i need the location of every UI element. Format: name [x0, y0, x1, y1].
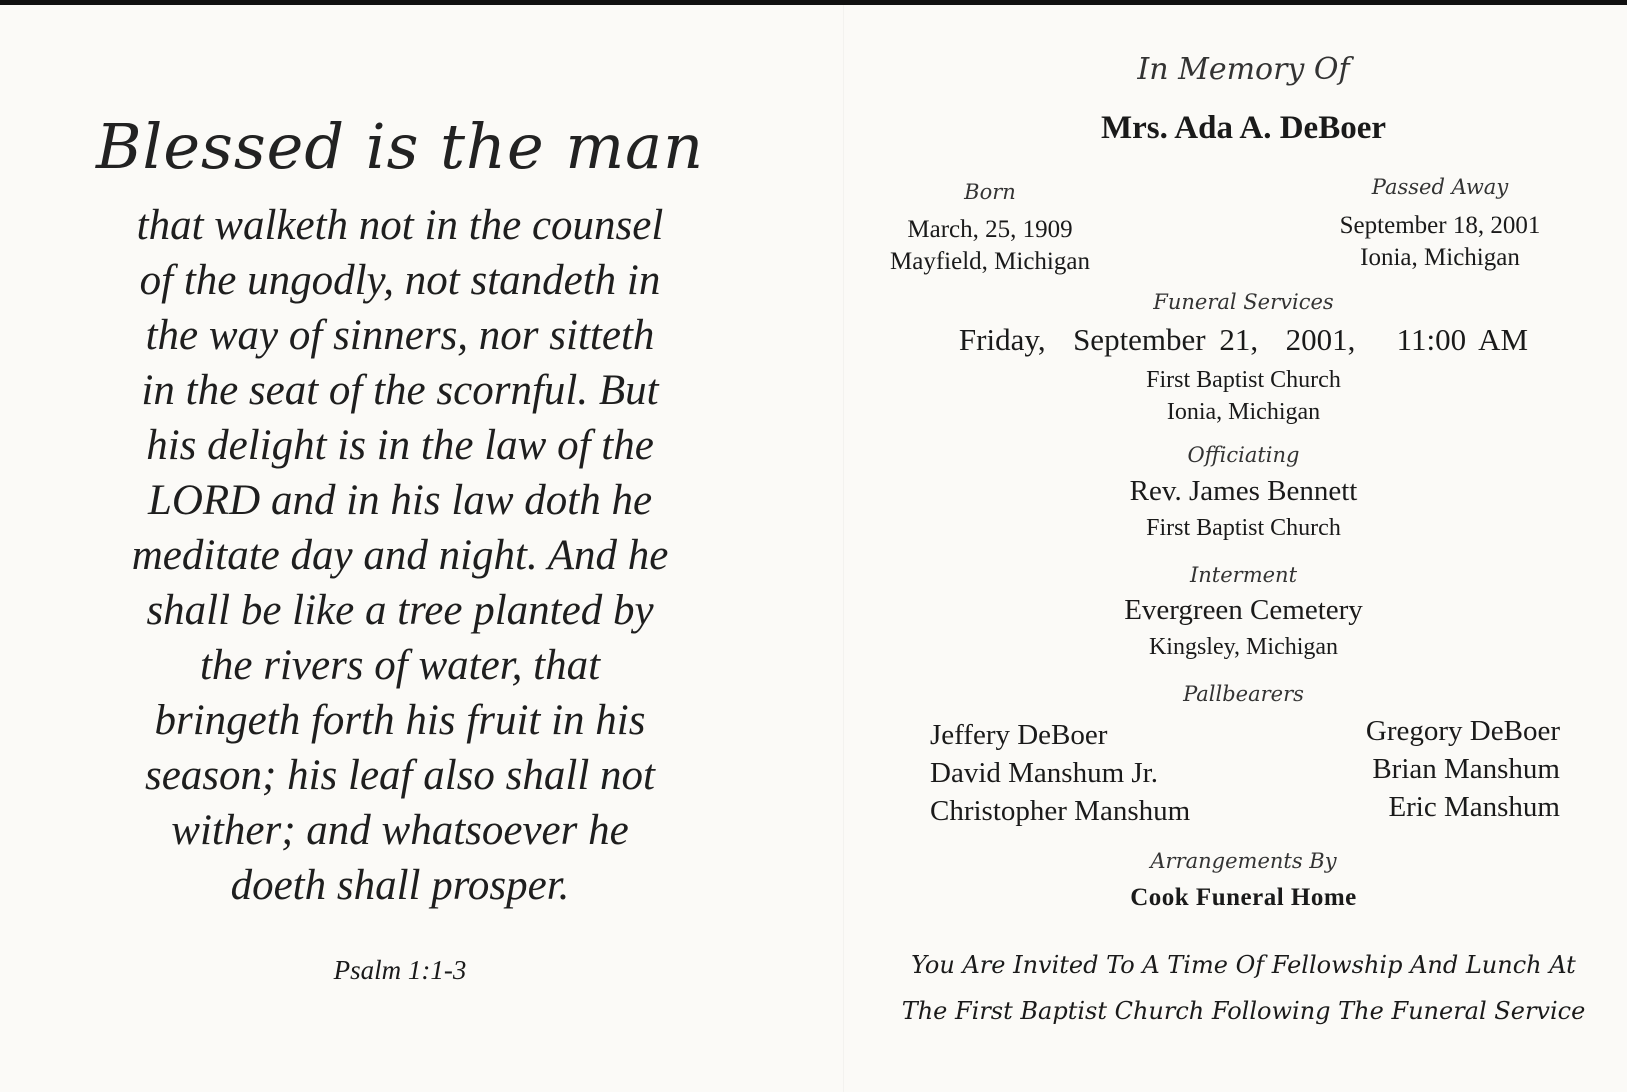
verse-line: season; his leaf also shall not [144, 752, 656, 799]
verse-line: doeth shall prosper. [230, 862, 570, 909]
born-place: Mayfield, Michigan [890, 248, 1090, 275]
deceased-name: Mrs. Ada A. DeBoer [1100, 110, 1387, 146]
verse-line: that walketh not in the counsel [136, 202, 664, 249]
pallbearer-name: Jeffery DeBoer [930, 719, 1108, 751]
pallbearers-label: Pallbearers [1183, 682, 1304, 706]
verse-line: LORD and in his law doth he [147, 477, 653, 524]
pallbearer-name: Christopher Manshum [930, 795, 1191, 827]
funeral-city: Ionia, Michigan [1166, 399, 1321, 425]
in-memory-heading: In Memory Of [1137, 52, 1350, 87]
funeral-home-name: Cook Funeral Home [1130, 884, 1357, 911]
passed-away-label: Passed Away [1371, 175, 1509, 199]
pallbearer-name: David Manshum Jr. [930, 757, 1158, 789]
memorial-panel [860, 0, 1627, 1092]
verse-panel [0, 0, 800, 1092]
pallbearer-name: Gregory DeBoer [1365, 715, 1560, 747]
funeral-church: First Baptist Church [1146, 367, 1341, 393]
verse-line: of the ungodly, not standeth in [139, 257, 661, 304]
verse-line: his delight is in the law of the [146, 422, 654, 469]
verse-line: meditate day and night. And he [131, 532, 669, 579]
verse-body [70, 198, 730, 913]
verse-line: the rivers of water, that [199, 642, 601, 689]
born-details [870, 214, 1110, 278]
fellowship-invitation [860, 942, 1627, 1034]
passed-date: September 18, 2001 [1339, 212, 1541, 239]
cemetery-name: Evergreen Cemetery [1124, 594, 1363, 626]
card-fold [843, 5, 844, 1092]
verse-line: in the seat of the scornful. But [141, 367, 659, 414]
verse-line: the way of sinners, nor sitteth [145, 312, 655, 359]
pallbearer-name: Brian Manshum [1372, 753, 1560, 785]
born-label: Born [964, 180, 1016, 204]
passed-details [1300, 210, 1580, 274]
funeral-services-label: Funeral Services [1153, 290, 1334, 314]
verse-line: shall be like a tree planted by [146, 587, 654, 634]
pallbearer-name: Eric Manshum [1388, 791, 1560, 823]
verse-heading: Blessed is the man [95, 110, 705, 183]
invitation-line: The First Baptist Church Following The Funeral Service [901, 997, 1586, 1025]
verse-line: wither; and whatsoever he [171, 807, 629, 854]
verse-reference: Psalm 1:1-3 [333, 955, 467, 985]
officiating-label: Officiating [1187, 443, 1300, 467]
funeral-datetime: Friday, September 21, 2001, 11:00 AM [958, 322, 1529, 357]
pallbearers-left [930, 716, 1190, 830]
invitation-line: You Are Invited To A Time Of Fellowship And Lunch At [911, 951, 1576, 979]
arrangements-label: Arrangements By [1150, 849, 1337, 873]
funeral-location [860, 364, 1627, 428]
officiant-name: Rev. James Bennett [1129, 475, 1358, 507]
passed-place: Ionia, Michigan [1360, 244, 1520, 271]
interment-label: Interment [1189, 563, 1298, 587]
verse-line: bringeth forth his fruit in his [154, 697, 646, 744]
pallbearers-right [1240, 712, 1560, 826]
officiant-church: First Baptist Church [1146, 515, 1341, 541]
born-date: March, 25, 1909 [907, 216, 1073, 243]
cemetery-location: Kingsley, Michigan [1148, 634, 1339, 660]
